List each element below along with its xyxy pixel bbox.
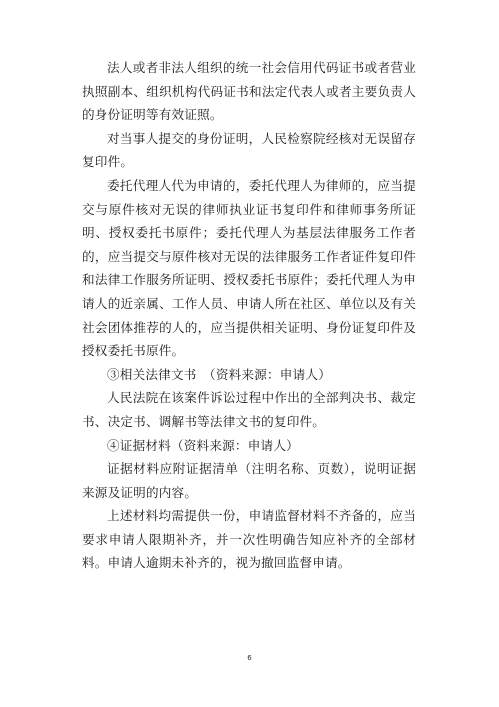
paragraph-evidence-list: 证据材料应附证据清单（注明名称、页数），说明证据来源及证明的内容。: [82, 461, 416, 500]
heading-legal-documents: ③相关法律文书 （资料来源：申请人）: [107, 366, 331, 382]
paragraph-agent-requirements: 委托代理人代为申请的，委托代理人为律师的，应当提交与原件核对无误的律师执业证书复印件和律师事务所证明、授权委托书原件；委托代理人为基层法律服务工作者的，应当提交与原件核对无误的法律服务工作者证件复印件和法律工作服务所证明、授权委托书原件；委托代理人为申请人的近亲属、工作人员、申请人所在社区、单位以及有关社会团体推荐的人的，应当提供相关证明、身份证复印件及授权委托书原件。: [82, 177, 416, 359]
page-number: 6: [247, 654, 252, 662]
paragraph-submission-rules: 上述材料均需提供一份，申请监督材料不齐备的，应当要求申请人限期补齐，并一次性明确告知应补齐的全部材料。申请人逾期未补齐的，视为撤回监督申请。: [82, 508, 416, 571]
heading-evidence-materials: ④证据材料（资料来源：申请人）: [107, 437, 299, 453]
document-body: [82, 56, 416, 575]
paragraph-identity-documents: 法人或者非法人组织的统一社会信用代码证书或者营业执照副本、组织机构代码证书和法定代表人或者主要负责人的身份证明等有效证照。: [82, 60, 416, 123]
paragraph-legal-documents: 人民法院在该案件诉讼过程中作出的全部判决书、裁定书、决定书、调解书等法律文书的复印件。: [82, 390, 416, 429]
paragraph-copy-retention: 对当事人提交的身份证明，人民检察院经核对无误留存复印件。: [82, 130, 416, 170]
